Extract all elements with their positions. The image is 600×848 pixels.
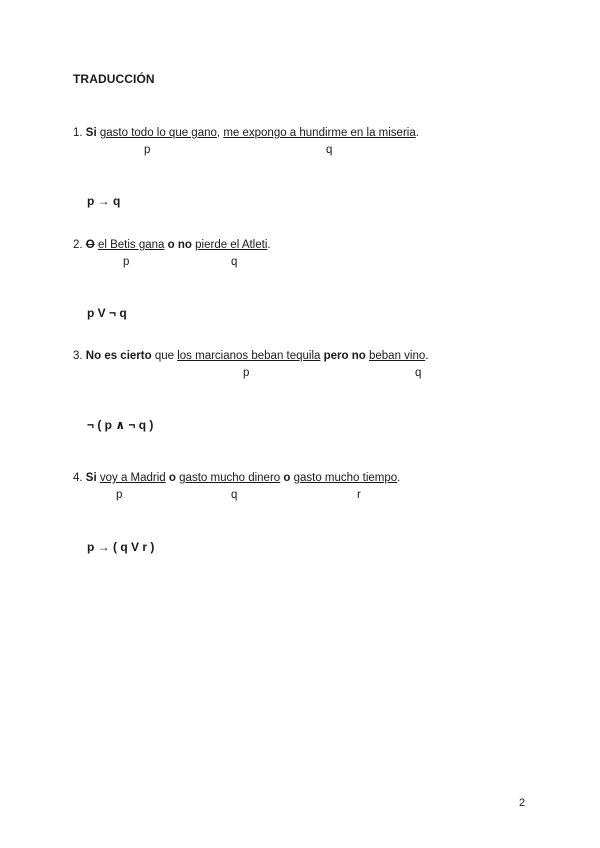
punctuation: . <box>415 127 419 139</box>
proposition-p: voy a Madrid <box>99 472 166 484</box>
item-number: 2. <box>73 239 83 251</box>
proposition-p: gasto todo lo que gano <box>99 127 217 139</box>
variable-label: q <box>326 144 333 156</box>
connective: pero no <box>323 350 366 362</box>
punctuation: . <box>397 472 401 484</box>
section-heading: TRADUCCIÓN <box>73 72 155 86</box>
item-number: 1. <box>73 127 83 139</box>
connective: o no <box>167 239 192 251</box>
struck-connective: O <box>85 239 95 251</box>
connective: o <box>283 472 291 484</box>
variable-label: p <box>116 489 123 501</box>
connective: o <box>168 472 176 484</box>
plain-text: que <box>154 350 175 362</box>
proposition-q: pierde el Atleti <box>195 239 268 251</box>
proposition-r: gasto mucho tiempo <box>293 472 398 484</box>
sentence-3 <box>73 349 428 363</box>
variable-label: p <box>144 144 151 156</box>
sentence-2 <box>73 238 271 252</box>
formula-2: p V ¬ q <box>87 306 127 320</box>
formula-3: ¬ ( p ∧ ¬ q ) <box>87 418 154 432</box>
variable-label: q <box>231 489 238 501</box>
punctuation: . <box>267 239 271 251</box>
proposition-p: los marcianos beban tequila <box>177 350 321 362</box>
variable-label: q <box>415 367 422 379</box>
formula-4: p → ( q V r ) <box>87 540 155 554</box>
sentence-4 <box>73 471 400 485</box>
connective: Si <box>85 472 97 484</box>
connective: Si <box>85 127 97 139</box>
proposition-q: me expongo a hundirme en la miseria <box>223 127 416 139</box>
punctuation: , <box>216 127 221 139</box>
sentence-1 <box>73 126 419 140</box>
item-number: 4. <box>73 472 83 484</box>
proposition-q: gasto mucho dinero <box>179 472 281 484</box>
proposition-p: el Betis gana <box>97 239 165 251</box>
proposition-q: beban vino <box>369 350 426 362</box>
punctuation: . <box>425 350 429 362</box>
item-number: 3. <box>73 350 83 362</box>
connective: No es cierto <box>85 350 152 362</box>
variable-label: q <box>231 256 238 268</box>
variable-label: r <box>357 489 361 501</box>
variable-label: p <box>243 367 250 379</box>
page-number: 2 <box>519 797 526 809</box>
variable-label: p <box>123 256 130 268</box>
formula-1: p → q <box>87 194 121 208</box>
